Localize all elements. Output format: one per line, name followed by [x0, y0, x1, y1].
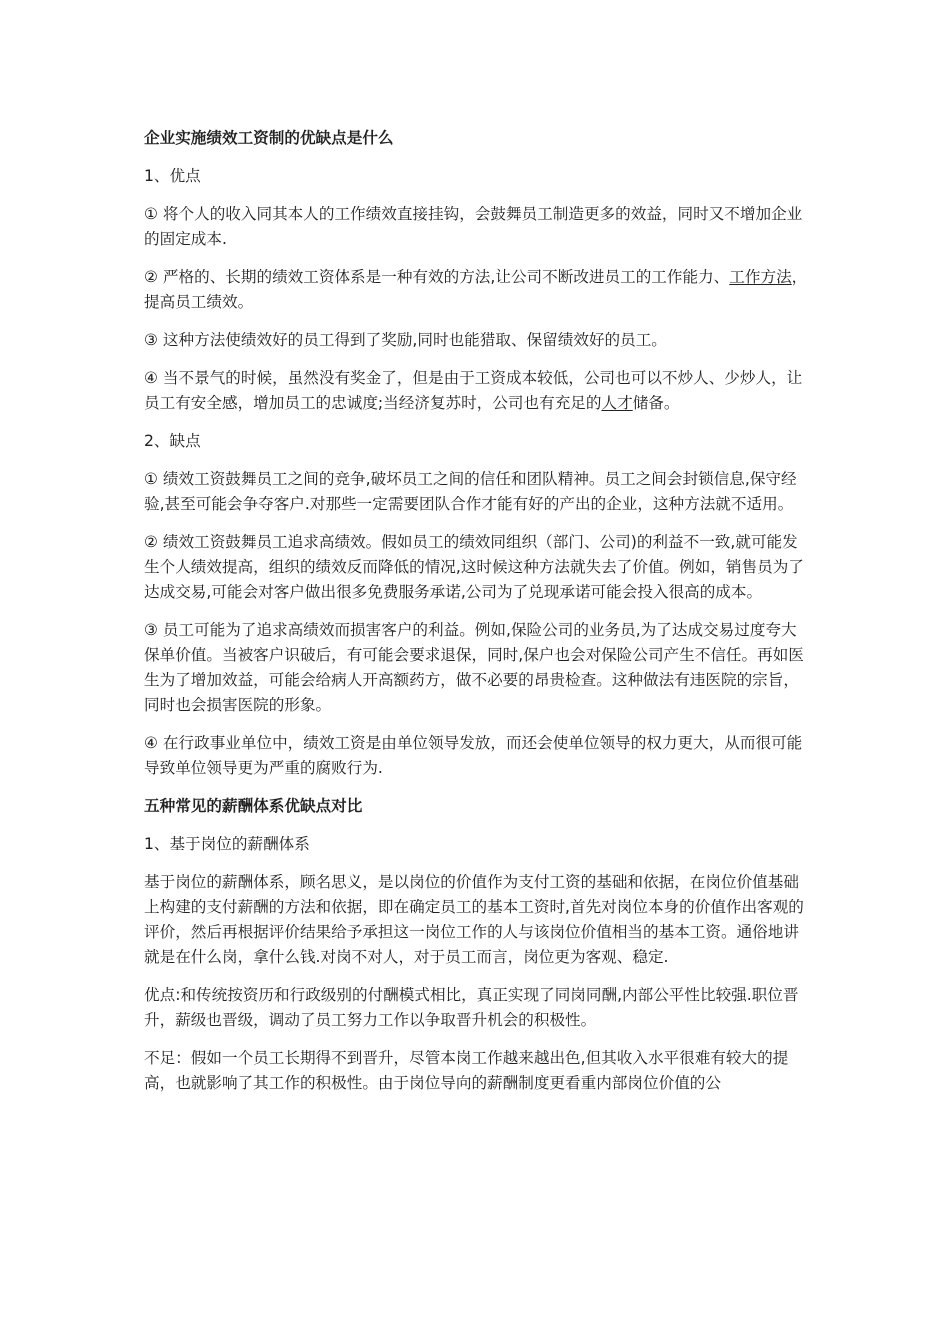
con-item-3: ③ 员工可能为了追求高绩效而损害客户的利益。例如,保险公司的业务员,为了达成交易过度夸大保单价值。当被客户识破后，有可能会要求退保，同时,保户也会对保险公司产生不信任。再如医生为了增加效益，可能会给病人开高额药方，做不必要的昂贵检查。这种做法有违医院的宗旨，同时也会损害医院的形象。: [144, 621, 804, 714]
pro-item-4-text-before: ④ 当不景气的时候，虽然没有奖金了，但是由于工资成本较低，公司也可以不炒人、少炒人，让员工有安全感，增加员工的忠诚度;当经济复苏时，公司也有充足的: [144, 369, 803, 412]
document-title: 企业实施绩效工资制的优缺点是什么: [144, 129, 394, 147]
con-item-4: ④ 在行政事业单位中，绩效工资是由单位领导发放，而还会使单位领导的权力更大，从而很可能导致单位领导更为严重的腐败行为.: [144, 734, 803, 777]
pro-item-2-text-after: ，提高员工绩效。: [144, 268, 808, 311]
section-cons-paragraph: 不足：假如一个员工长期得不到晋升，尽管本岗工作越来越出色,但其收入水平很难有较大的提高，也就影响了其工作的积极性。由于岗位导向的薪酬制度更看重内部岗位价值的公: [144, 1049, 789, 1092]
pro-item-1: ① 将个人的收入同其本人的工作绩效直接挂钩，会鼓舞员工制造更多的效益，同时又不增加企业的固定成本.: [144, 205, 803, 248]
pros-heading: 1、优点: [144, 167, 201, 185]
work-method-link[interactable]: 工作方法: [729, 268, 792, 286]
section-paragraph: 基于岗位的薪酬体系，顾名思义，是以岗位的价值作为支付工资的基础和依据，在岗位价值基础上构建的支付薪酬的方法和依据，即在确定员工的基本工资时,首先对岗位本身的价值作出客观的评价，然后再根据评价结果给予承担这一岗位工作的人与该岗位价值相当的基本工资。通俗地讲就是在什么岗，拿什么钱.对岗不对人，对于员工而言，岗位更为客观、稳定.: [144, 873, 804, 966]
cons-heading: 2、缺点: [144, 432, 201, 450]
document-body: [144, 126, 810, 1109]
pro-item-4-text-after: 储备。: [632, 394, 680, 412]
pro-item-2: [144, 265, 810, 315]
pro-item-2-text-before: ② 严格的、长期的绩效工资体系是一种有效的方法,让公司不断改进员工的工作能力、: [144, 268, 730, 286]
section-subheading: 1、基于岗位的薪酬体系: [144, 835, 310, 853]
con-item-2: ② 绩效工资鼓舞员工追求高绩效。假如员工的绩效同组织（部门、公司)的利益不一致,就可能发生个人绩效提高，组织的绩效反而降低的情况,这时候这种方法就失去了价值。例如，销售员为了达成交易,可能会对客户做出很多免费服务承诺,公司为了兑现承诺可能会投入很高的成本。: [144, 533, 804, 601]
section-pros-paragraph: 优点:和传统按资历和行政级别的付酬模式相比，真正实现了同岗同酬,内部公平性比较强.职位晋升，薪级也晋级，调动了员工努力工作以争取晋升机会的积极性。: [144, 986, 799, 1029]
section-title: 五种常见的薪酬体系优缺点对比: [144, 797, 363, 815]
talent-link[interactable]: 人才: [601, 394, 633, 412]
pro-item-4: [144, 366, 810, 416]
con-item-1: ① 绩效工资鼓舞员工之间的竞争,破坏员工之间的信任和团队精神。员工之间会封锁信息,保守经验,甚至可能会争夺客户.对那些一定需要团队合作才能有好的产出的企业，这种方法就不适用。: [144, 470, 797, 513]
pro-item-3: ③ 这种方法使绩效好的员工得到了奖励,同时也能猎取、保留绩效好的员工。: [144, 331, 667, 349]
